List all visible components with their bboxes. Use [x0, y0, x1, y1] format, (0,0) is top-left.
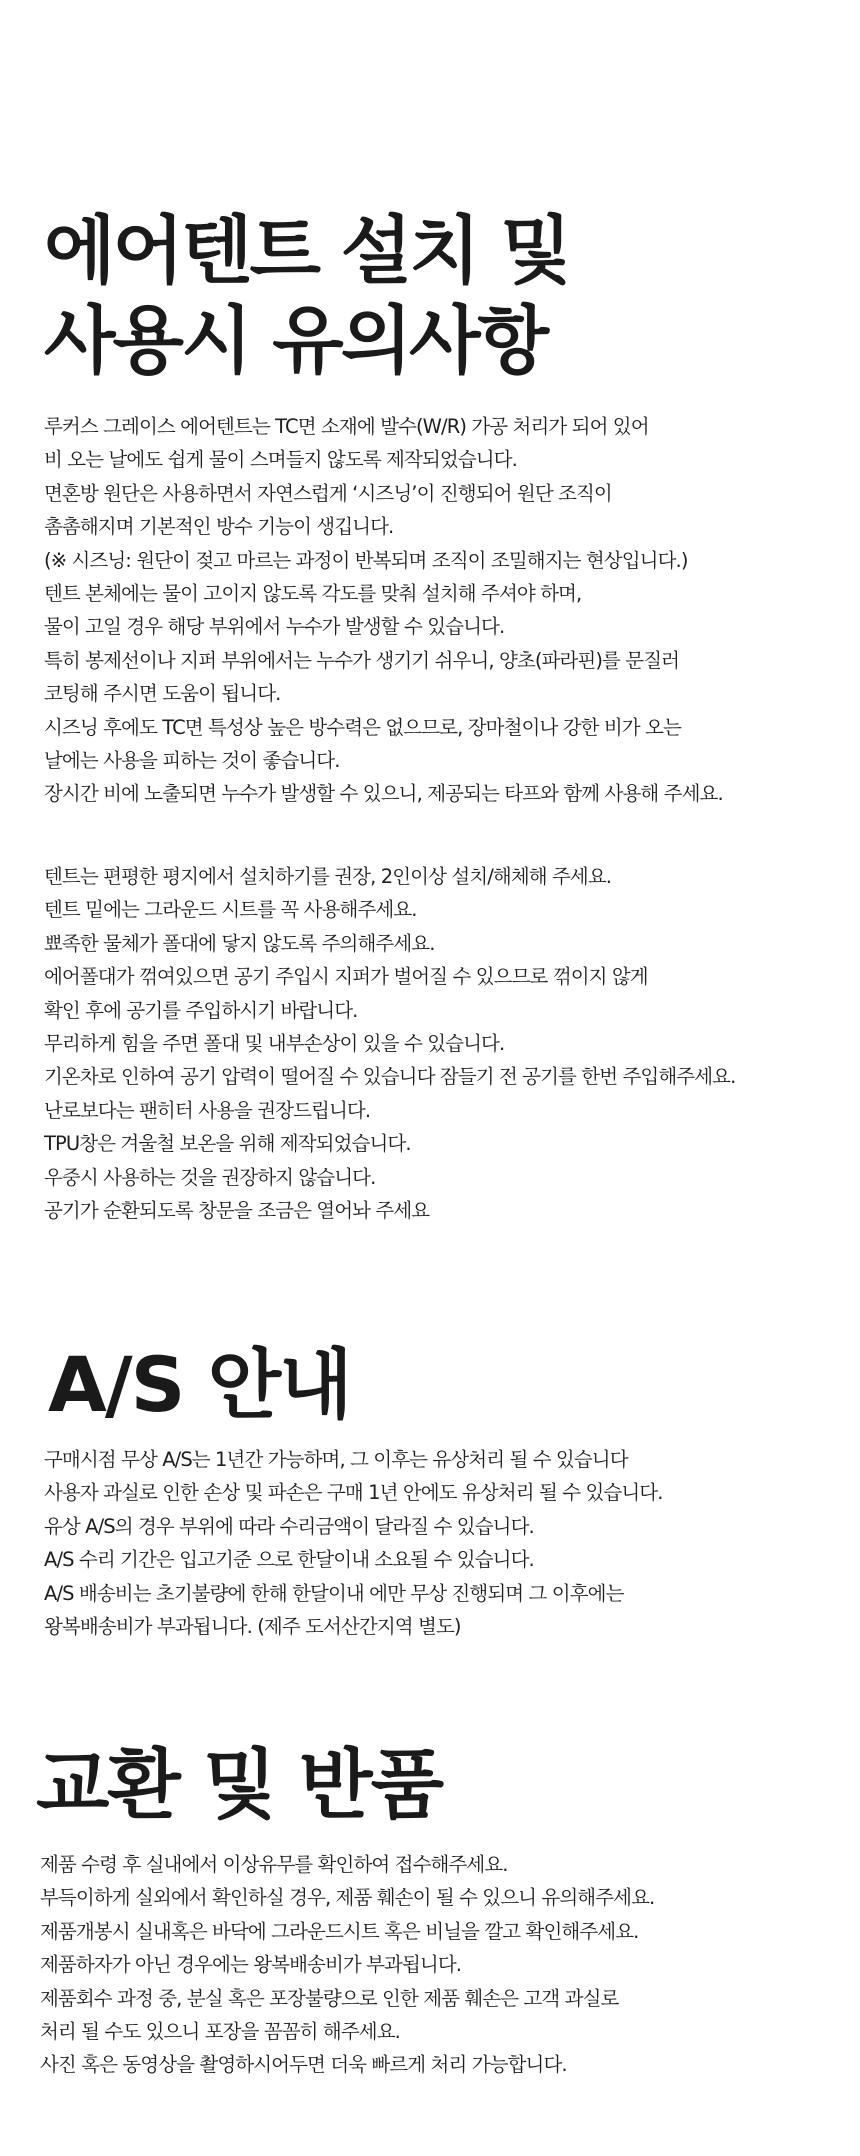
paragraph-line: 텐트는 편평한 평지에서 설치하기를 권장, 2인이상 설치/해체해 주세요.: [44, 865, 612, 888]
intro-title-block: [0, 206, 860, 386]
as-guide-title: A/S 안내: [48, 1340, 351, 1429]
exchange-title: 교환 및 반품: [36, 1740, 442, 1829]
as-guide-line: 구매시점 무상 A/S는 1년간 가능하며, 그 이후는 유상처리 될 수 있습니다: [44, 1448, 628, 1471]
exchange-line: 제품하자가 아닌 경우에는 왕복배송비가 부과됩니다.: [40, 1953, 462, 1977]
page-title: [44, 206, 860, 386]
paragraph-line: (※ 시즈닝: 원단이 젖고 마르는 과정이 반복되며 조직이 조밀해지는 현상입니다.): [44, 548, 688, 572]
paragraph-line: 장시간 비에 노출되면 누수가 발생할 수 있으니, 제공되는 타프와 함께 사용해 주세요.: [44, 782, 723, 806]
paragraph-line: 무리하게 힘을 주면 폴대 및 내부손상이 있을 수 있습니다.: [44, 1032, 505, 1056]
paragraph-line: 코팅해 주시면 도움이 됩니다.: [44, 682, 281, 706]
paragraph-line: 비 오는 날에도 쉽게 물이 스며들지 않도록 제작되었습니다.: [44, 448, 517, 472]
paragraph-line: 에어폴대가 꺾여있으면 공기 주입시 지퍼가 벌어질 수 있으므로 꺾이지 않게: [44, 965, 648, 989]
paragraph-line: 난로보다는 팬히터 사용을 권장드립니다.: [44, 1098, 371, 1122]
page-title-line-2: 사용시 유의사항: [44, 298, 547, 384]
paragraph-line: 기온차로 인하여 공기 압력이 떨어질 수 있습니다 잠들기 전 공기를 한번 주입해주세요.: [44, 1065, 736, 1089]
paragraph-line: 루커스 그레이스 에어텐트는 TC면 소재에 발수(W/R) 가공 처리가 되어 있어: [44, 415, 649, 438]
as-guide-body: [0, 1443, 860, 1643]
paragraph-line: 물이 고일 경우 해당 부위에서 누수가 발생할 수 있습니다.: [44, 615, 505, 639]
exchange-line: 제품 수령 후 실내에서 이상유무를 확인하여 접수해주세요.: [40, 1853, 508, 1876]
exchange-section: [0, 1740, 860, 1830]
paragraph-line: 확인 후에 공기를 주입하시기 바랍니다.: [44, 998, 358, 1022]
as-guide-line: 왕복배송비가 부과됩니다. (제주 도서산간지역 별도): [44, 1615, 461, 1639]
paragraph-line: 공기가 순환되도록 창문을 조금은 열어놔 주세요: [44, 1199, 430, 1223]
exchange-body: [0, 1848, 860, 2082]
as-guide-line: 유상 A/S의 경우 부위에 따라 수리금액이 달라질 수 있습니다.: [44, 1514, 534, 1538]
as-guide-section: [0, 1340, 860, 1430]
paragraph-line: 특히 봉제선이나 지퍼 부위에서는 누수가 생기기 쉬우니, 양초(파라핀)를 문질러: [44, 648, 680, 672]
exchange-line: 사진 혹은 동영상을 촬영하시어두면 더욱 빠르게 처리 가능합니다.: [40, 2053, 567, 2077]
page-title-line-1: 에어텐트 설치 및: [44, 208, 569, 294]
paragraph-line: 텐트 본체에는 물이 고이지 않도록 각도를 맞춰 설치해 주셔야 하며,: [44, 582, 582, 606]
paragraph-line: 날에는 사용을 피하는 것이 좋습니다.: [44, 749, 340, 773]
as-guide-line: 사용자 과실로 인한 손상 및 파손은 구매 1년 안에도 유상처리 될 수 있습니다.: [44, 1481, 663, 1505]
exchange-line: 부득이하게 실외에서 확인하실 경우, 제품 훼손이 될 수 있으니 유의해주세요.: [40, 1886, 655, 1910]
exchange-line: 제품회수 과정 중, 분실 혹은 포장불량으로 인한 제품 훼손은 고객 과실로: [40, 1986, 619, 2010]
paragraph-line: TPU창은 겨울철 보온을 위해 제작되었습니다.: [44, 1132, 411, 1156]
paragraph-line: 시즈닝 후에도 TC면 특성상 높은 방수력은 없으므로, 장마철이나 강한 비가 오는: [44, 715, 681, 739]
paragraph-line: 뾰족한 물체가 폴대에 닿지 않도록 주의해주세요.: [44, 931, 435, 955]
intro-paragraph-1: [0, 410, 860, 811]
intro-paragraph-2: [0, 860, 860, 1227]
as-guide-line: A/S 수리 기간은 입고기준 으로 한달이내 소요될 수 있습니다.: [44, 1548, 534, 1572]
paragraph-line: 촘촘해지며 기본적인 방수 기능이 생깁니다.: [44, 515, 394, 539]
paragraph-line: 면혼방 원단은 사용하면서 자연스럽게 ‘시즈닝’이 진행되어 원단 조직이: [44, 481, 612, 505]
paragraph-line: 우중시 사용하는 것을 권장하지 않습니다.: [44, 1165, 376, 1189]
exchange-line: 처리 될 수도 있으니 포장을 꼼꼼히 해주세요.: [40, 2020, 400, 2044]
as-guide-line: A/S 배송비는 초기불량에 한해 한달이내 에만 무상 진행되며 그 이후에는: [44, 1581, 624, 1605]
paragraph-line: 텐트 밑에는 그라운드 시트를 꼭 사용해주세요.: [44, 898, 417, 922]
exchange-line: 제품개봉시 실내혹은 바닥에 그라운드시트 혹은 비닐을 깔고 확인해주세요.: [40, 1919, 639, 1943]
